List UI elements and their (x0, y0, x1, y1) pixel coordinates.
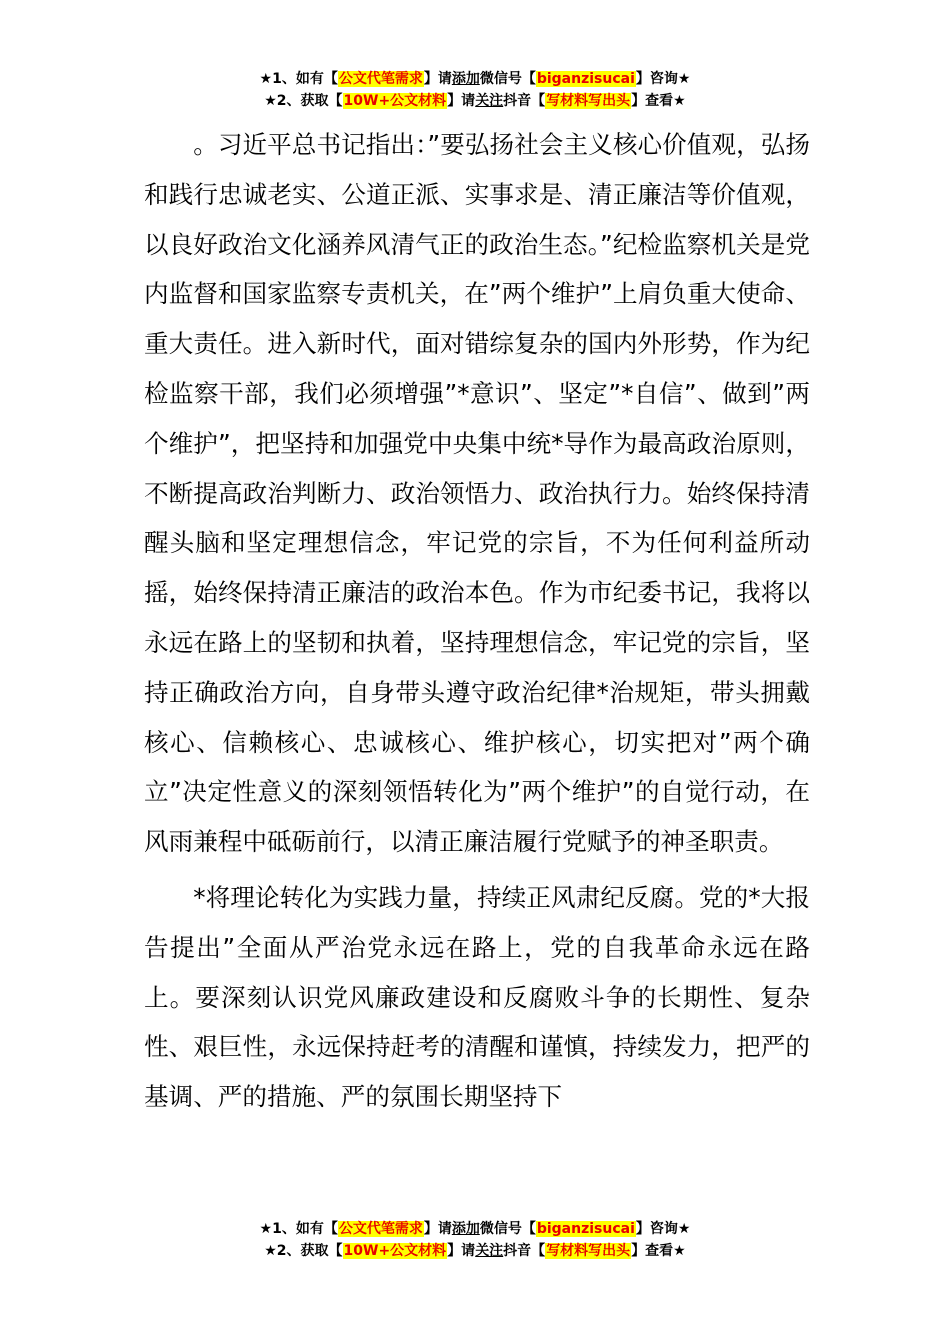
banner-text: 】咨询★ (635, 1221, 691, 1237)
banner-underlined: 添加 (451, 1221, 480, 1237)
banner-text: 】请 (447, 1243, 476, 1259)
banner-text: ★2、获取【 (264, 1243, 343, 1259)
banner-highlight: biganzisucai (536, 71, 635, 87)
banner-text: 微信号【 (479, 1221, 536, 1237)
header-banner (0, 68, 950, 112)
banner-text: 】请 (423, 1221, 452, 1237)
banner-text: 】查看★ (631, 1243, 686, 1259)
banner-highlight: 写材料写出头 (546, 93, 631, 109)
banner-highlight: 10W+公文材料 (343, 93, 447, 109)
banner-highlight: 公文代笔需求 (338, 71, 423, 87)
paragraph: 。习近平总书记指出：”要弘扬社会主义核心价值观，弘扬和践行忠诚老实、公道正派、实事求是、清正廉洁等价值观，以良好政治文化涵养风清气正的政治生态。”纪检监察机关是党内监督和国家监察专责机关，在”两个维护”上肩负重大使命、重大责任。进入新时代，面对错综复杂的国内外形势，作为纪检监察干部，我们必须增强”*意识”、坚定”*自信”、做到”两个维护”，把坚持和加强党中央集中统*导作为最高政治原则，不断提高政治判断力、政治领悟力、政治执行力。始终保持清醒头脑和坚定理想信念，牢记党的宗旨，不为任何利益所动摇，始终保持清正廉洁的政治本色。作为市纪委书记，我将以永远在路上的坚韧和执着，坚持理想信念，牢记党的宗旨，坚持正确政治方向，自身带头遵守政治纪律*治规矩，带头拥戴核心、信赖核心、忠诚核心、维护核心，切实把对”两个确立”决定性意义的深刻领悟转化为”两个维护”的自觉行动，在风雨兼程中砥砺前行，以清正廉洁履行党赋予的神圣职责。 (144, 130, 810, 857)
document-body (144, 120, 810, 1122)
banner-text: 】查看★ (631, 93, 686, 109)
banner-text: ★1、如有【 (259, 71, 338, 87)
banner-text: 微信号【 (479, 71, 536, 87)
banner-highlight: 10W+公文材料 (343, 1243, 447, 1259)
banner-text: ★1、如有【 (259, 1221, 338, 1237)
banner-underlined: 关注 (475, 1243, 504, 1259)
banner-highlight: 写材料写出头 (546, 1243, 631, 1259)
banner-highlight: 公文代笔需求 (338, 1221, 423, 1237)
banner-underlined: 关注 (475, 93, 504, 109)
paragraph: *将理论转化为实践力量，持续正风肃纪反腐。党的*大报告提出”全面从严治党永远在路上，党的自我革命永远在路上。要深刻认识党风廉政建设和反腐败斗争的长期性、复杂性、艰巨性，永远保持赶考的清醒和谨慎，持续发力，把严的基调、严的措施、严的氛围长期坚持下 (144, 882, 810, 1112)
banner-text: 抖音【 (503, 93, 546, 109)
banner-line-1 (0, 68, 950, 90)
banner-text: 】咨询★ (635, 71, 691, 87)
banner-highlight: biganzisucai (536, 1221, 635, 1237)
banner-text: 】请 (447, 93, 476, 109)
banner-underlined: 添加 (451, 71, 480, 87)
footer-banner (0, 1218, 950, 1262)
banner-text: 抖音【 (503, 1243, 546, 1259)
banner-text: 】请 (423, 71, 452, 87)
banner-line-2 (0, 1240, 950, 1262)
banner-line-1 (0, 1218, 950, 1240)
banner-line-2 (0, 90, 950, 112)
banner-text: ★2、获取【 (264, 93, 343, 109)
